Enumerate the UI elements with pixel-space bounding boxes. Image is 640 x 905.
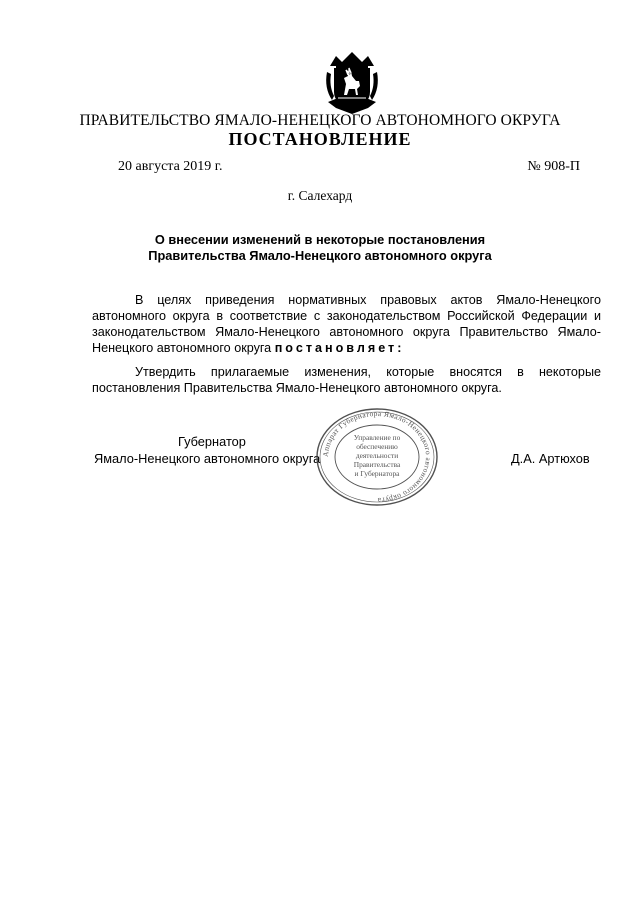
- signatory-name: Д.А. Артюхов: [511, 451, 590, 466]
- subject-line-2: Правительства Ямало-Ненецкого автономного округа: [148, 248, 492, 263]
- document-date: 20 августа 2019 г.: [118, 159, 223, 174]
- resolution-paragraph: Утвердить прилагаемые изменения, которые вносятся в некоторые постановления Правительства Ямало-Ненецкого автономного округа.: [92, 365, 601, 395]
- seal-line-4: Правительства: [353, 460, 401, 469]
- preamble-paragraph: [92, 292, 601, 356]
- decree-keyword: постановляет:: [274, 341, 405, 355]
- yanao-coat-of-arms-icon: [324, 48, 380, 114]
- document-subject: [0, 232, 640, 264]
- government-title: ПРАВИТЕЛЬСТВО ЯМАЛО-НЕНЕЦКОГО АВТОНОМНОГО ОКРУГА: [79, 112, 561, 129]
- seal-line-3: деятельности: [355, 451, 399, 460]
- document-city: г. Салехард: [287, 188, 353, 203]
- seal-ring-text: Аппарат Губернатора Ямало-Ненецкого автономного округа: [320, 408, 434, 506]
- document-number: № 908-П: [527, 159, 580, 174]
- official-seal-stamp-icon: [314, 406, 440, 508]
- preamble-text: В целях приведения нормативных правовых актов Ямало-Ненецкого автономного округа в соответствие с законодательством Российской Федерации и законодательством Ямало-Ненецкого автономного округа Правительство Ямало-Ненецкого автономного округа: [92, 293, 601, 355]
- subject-line-1: О внесении изменений в некоторые постановления: [154, 232, 486, 247]
- seal-line-5: и Губернатора: [354, 469, 400, 478]
- seal-line-1: Управление по: [353, 433, 401, 442]
- signatory-organization: Ямало-Ненецкого автономного округа: [94, 451, 321, 466]
- seal-line-2: обеспечению: [356, 442, 398, 451]
- signatory-role: Губернатор: [178, 434, 246, 449]
- document-type: ПОСТАНОВЛЕНИЕ: [228, 129, 412, 149]
